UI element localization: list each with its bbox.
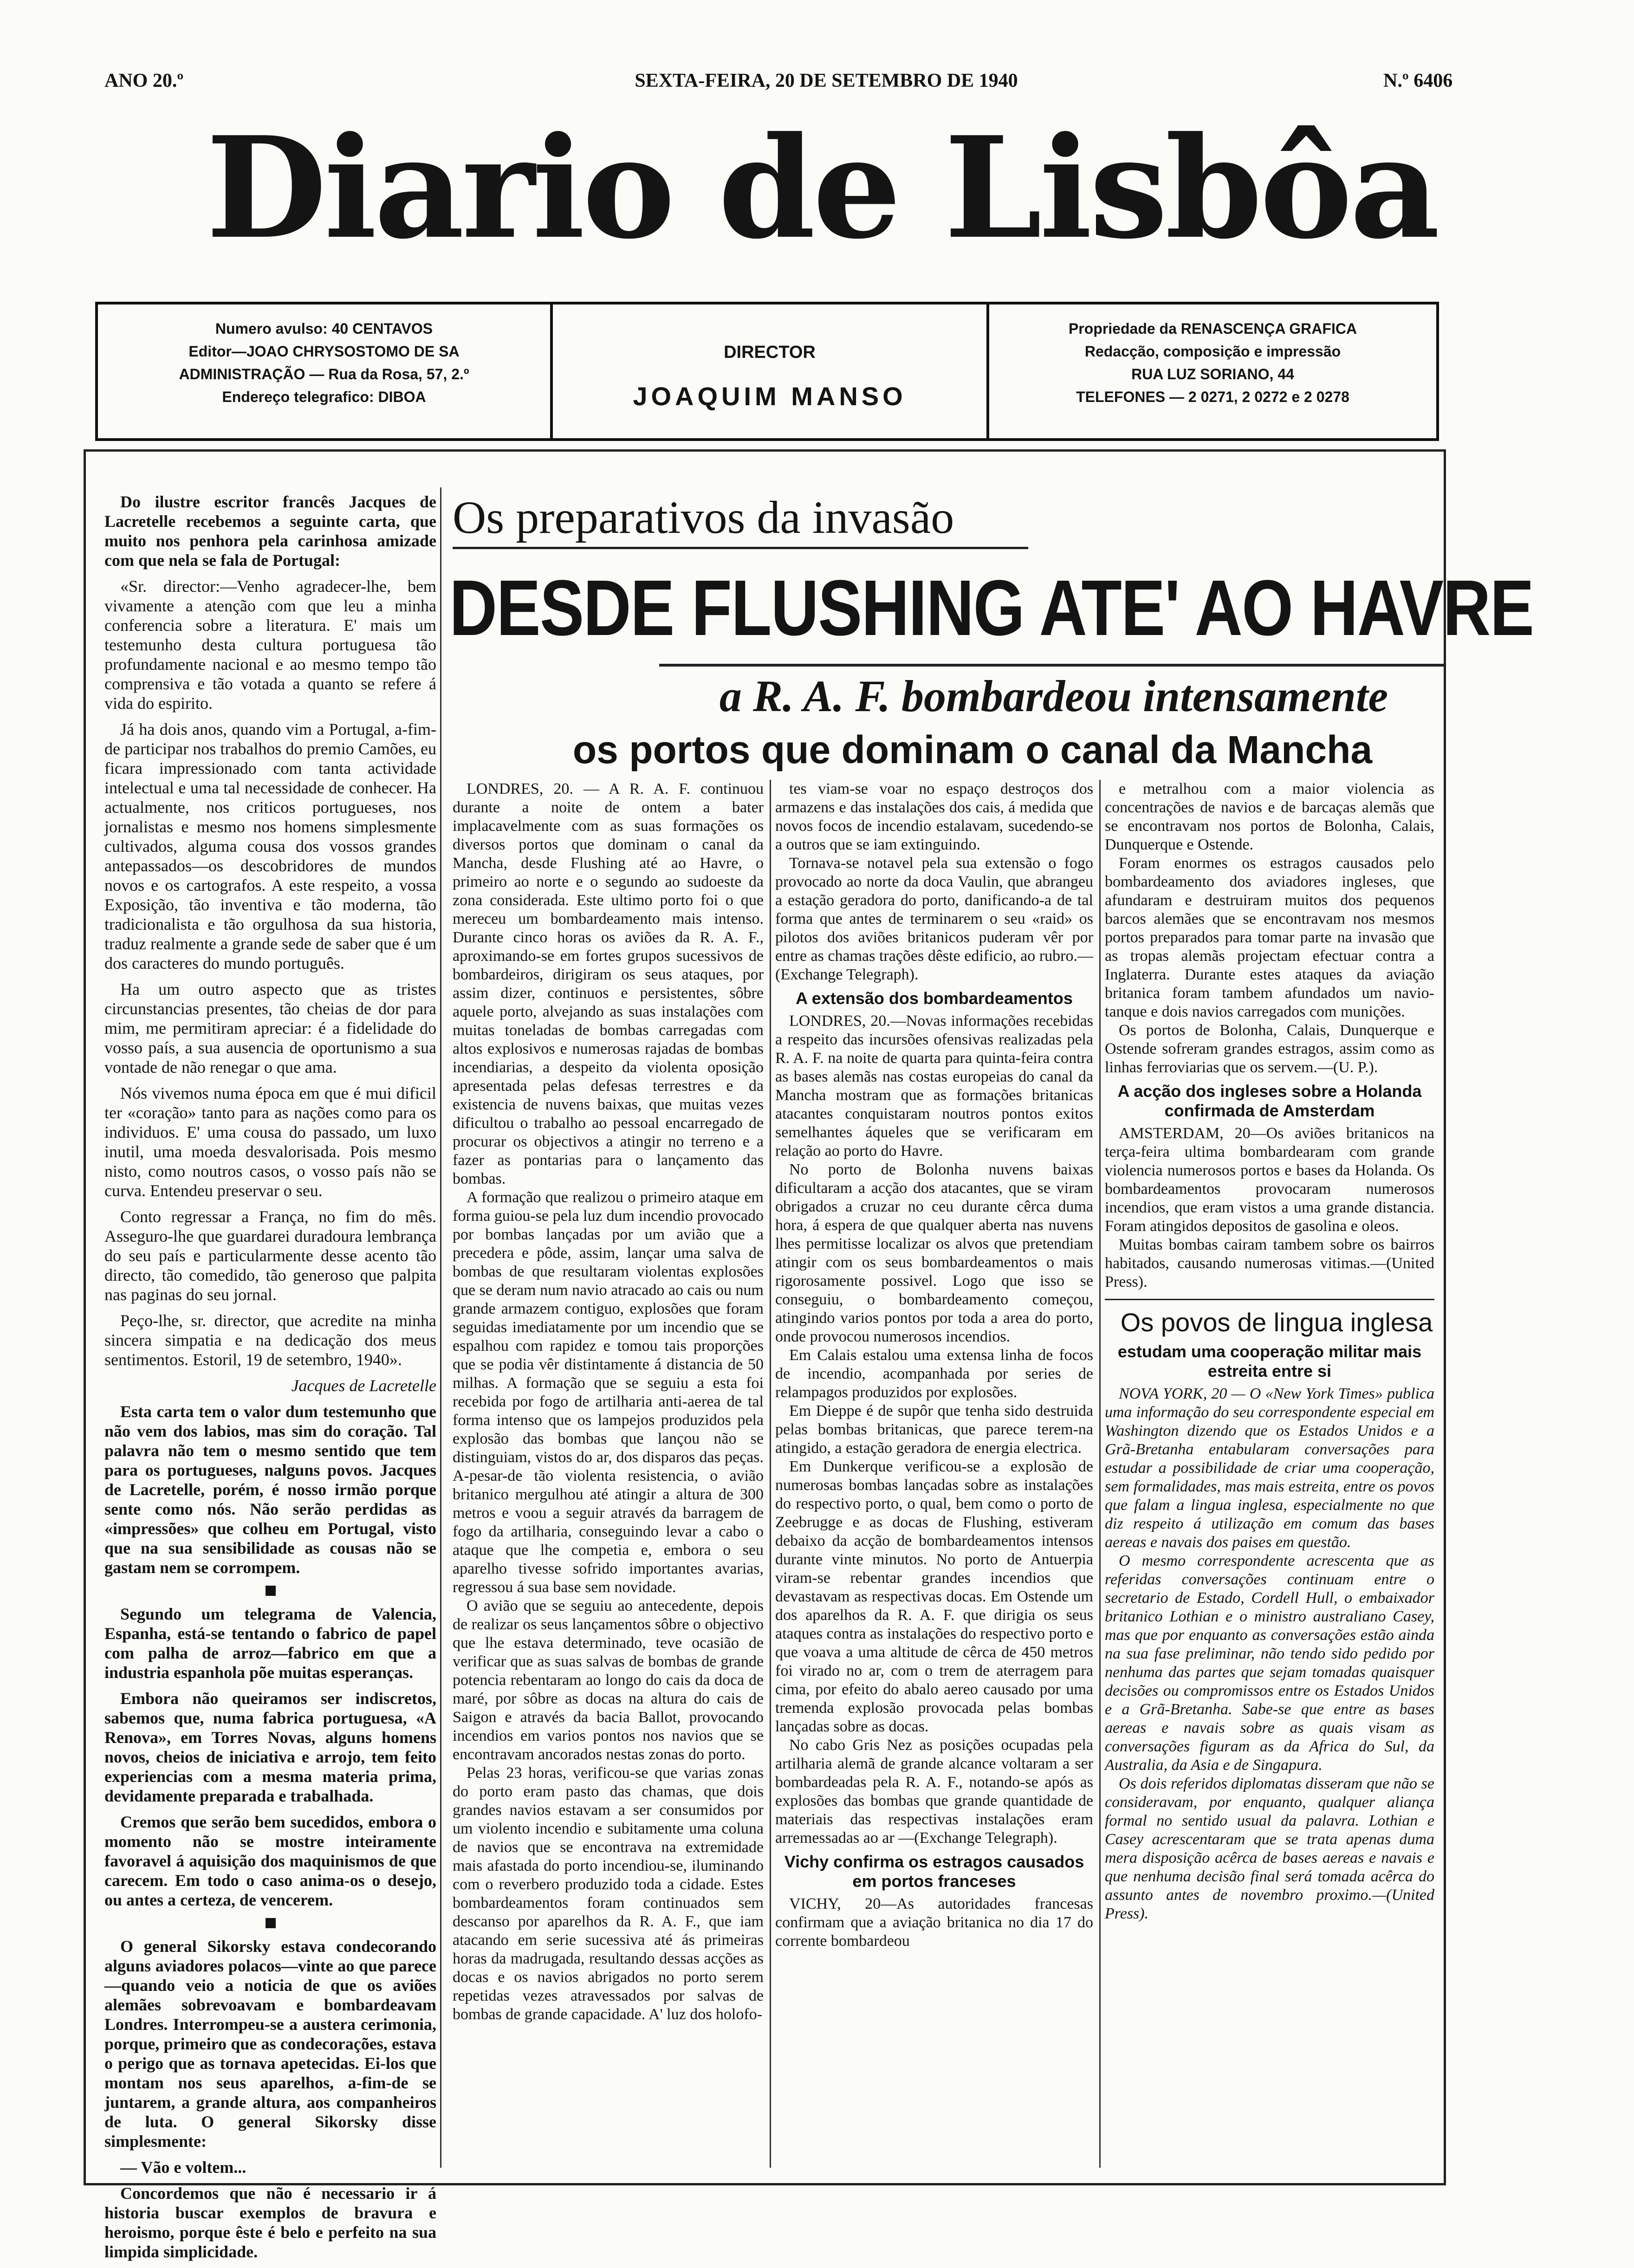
kicker-headline: Os preparativos da invasão [453,492,954,543]
info-director [553,305,989,438]
column-divider [1099,780,1101,2168]
info-left-line: Numero avulso: 40 CENTAVOS [215,320,433,337]
note-paragraph: Segundo um telegrama de Valencia, Espanha, está-se tentando o fabrico de papel com palha de arroz—fabrico em que a industria espanhola põe muitas esperanças. [104,1605,436,1682]
section-heading: Vichy confirma os estragos causados em portos franceses [784,1852,1084,1891]
column-divider [770,780,771,2168]
separator-square [266,1586,276,1596]
article-paragraph: Em Dunkerque verificou-se a explosão de numerosas bombas lançadas sobre as instalações do respectivo porto, o qual, bem como o porto de Zeebrugge e as docas de Flushing, estiveram debaixo da acção de bombardeamentos intensos durante vinte minutos. No porto de Antuerpia viram-se rebentar grandes incendios que devastavam as respectivas docas. Em Ostende um dos aparelhos da R. A. F. que dirigia os seus ataques contra as instalações do respectivo porto e que voava a uma altitude de cêrca de 450 metros foi virado no ar, com o trem de aterragem para cima, por efeito do abalo aereo causado por uma tremenda explosão provocada pelas bombas lançadas sobre as docas. [775,1458,1093,1735]
article-paragraph: Em Calais estalou uma extensa linha de focos de incendio, acompanhada por series de relampagos produzidos por explosões. [775,1347,1093,1401]
article-paragraph: AMSTERDAM, 20—Os aviões britanicos na terça-feira ultima bombardearam com grande violencia numerosos portos e bases da Holanda. Os bombardeamentos provocaram numerosos incendios, que eram vistos a uma grande distancia. Foram atingidos depositos de gasolina e oleos. [1105,1125,1434,1235]
section-subheading: estudam uma cooperação militar mais estreita entre si [1117,1342,1422,1380]
article-paragraph: O mesmo correspondente acrescenta que as referidas conversações continuam entre o secretario de Estado, Cordell Hull, o embaixador britanico Lothian e o ministro australiano Casey, mas que por enquanto as conversações estão ainda na sua fase preliminar, não tendo sido pedido por nenhuma das partes que sejam tomadas quaisquer decisões ou compromissos entre os Estados Unidos e a Grã-Bretanha. Sabe-se que entre as bases aereas e navais sobre as quais visam as conversações figuram as da Africa do Sul, da Australia, da Asia e de Singapura. [1105,1552,1434,1774]
article-paragraph: Os dois referidos diplomatas disseram que não se consideravam, por enquanto, qualquer aliança formal no sentido usual da palavra. Lothian e Casey acrescentaram que se trata apenas duma mera disposição acêrca de bases aereas e navais e que nenhuma decisão final será tomada acêrca do assunto antes de novembro proximo.—(United Press). [1105,1775,1434,1922]
article-paragraph: VICHY, 20—As autoridades francesas confirmam que a aviação britanica no dia 17 do corrente bombardeou [775,1895,1093,1950]
article-paragraph: Em Dieppe é de supôr que tenha sido destruida pelas bombas britanicas, que parece terem-na atingido, a estação geradora de energia electrica. [775,1402,1093,1457]
article-paragraph: e metralhou com a maior violencia as concentrações de navios e de barcaças alemãs que se encontravam nos portos de Bolonha, Calais, Dunquerque e Ostende. [1105,780,1434,853]
note-paragraph: Concordemos que não é necessario ir á historia buscar exemplos de bravura e heroismo, porque êste é belo e perfeito na sua limpida simplicidade. [104,2184,436,2261]
info-left-line: Editor—JOAO CHRYSOSTOMO DE SA [188,343,460,360]
column-divider [440,487,441,2168]
date-label: SEXTA-FEIRA, 20 DE SETEMBRO DE 1940 [635,70,1018,91]
subheadline-italic: a R. A. F. bombardeou intensamente [719,671,1388,721]
section-heading: A extensão dos bombardeamentos [796,989,1073,1008]
director-name: JOAQUIM MANSO [633,382,907,411]
article-paragraph: Pelas 23 horas, verificou-se que varias zonas do porto eram pasto das chamas, que dois grandes navios estavam a ser consumidos por um violento incendio e subitamente uma coluna de navios que se encontrava na extremidade mais afastada do porto incendiou-se, iluminando com o reverbero produzido toda a cidade. Estes bombardeamentos foram continuados sem descanso por aparelhos da R. A. F., que iam atacando em serie sucessiva até ás primeiras horas da madrugada, resultando dessas acções as docas e os navios abrigados no porto serem repetidas vezes atravessados por salvas de bombas de grande capacidade. A' luz dos holofo- [453,1764,764,2023]
letter-paragraph: «Sr. director:—Venho agradecer-lhe, bem vivamente a atenção com que leu a minha conferencia sobre a literatura. E' mais um testemunho desta cultura portuguesa tão profundamente nacional e ao mesmo tempo tão comprensiva e tão votada a quanto se refere á vida do espirito. [104,577,436,713]
letter-paragraph: Ha um outro aspecto que as tristes circunstancias presentes, tão cheias de dor para mim, me permitiram apreciar: é a fidelidade do vosso país, a sua ausencia de oportunismo a sua vontade de não renegar o que ama. [104,980,436,1076]
director-label: DIRECTOR [724,343,816,362]
headline-rule [659,664,1444,667]
article-paragraph: LONDRES, 20.—Novas informações recebidas a respeito das incursões ofensivas realizadas pela R. A. F. na noite de quarta para quinta-feira contra as bases alemãs nas costas europeias do canal da Mancha mostram que as formações britanicas atacantes conquistaram noutros pontos exitos semelhantes áqueles que se verificaram em relação ao porto do Havre. [775,1012,1093,1160]
separator-square [266,1918,276,1928]
note-paragraph: Embora não queiramos ser indiscretos, sabemos que, numa fabrica portuguesa, «A Renova», em Torres Novas, alguns homens novos, cheios de iniciativa e arrojo, tem feito experiencias com a mesma materia prima, devidamente preparada e trabalhada. [104,1689,436,1805]
section-rule [1105,1299,1434,1300]
letter-intro: Do ilustre escritor francês Jacques de Lacretelle recebemos a seguinte carta, que muito nos penhora pela carinhosa amizade com que nela se fala de Portugal: [104,492,436,570]
article-paragraph: Tornava-se notavel pela sua extensão o fogo provocado ao norte da doca Vaulin, que abrangeu a estação geradora do porto, danificando-a de tal forma que antes de terminarem o seu «raid» os pilotos dos aviões britanicos puderam vêr por entre as chamas trações dêste edificio, ao rubro.—(Exchange Telegraph). [775,855,1093,983]
info-right-line: Propriedade da RENASCENÇA GRAFICA [1068,320,1357,337]
article-paragraph: O avião que se seguiu ao antecedente, depois de realizar os seus lançamentos sôbre o objectivo que lhe estava determinado, teve ocasião de verificar que as suas salvas de bombas de grande potencia rebentaram ao longo do cais da doca de maré, por sôbre as docas na altura do cais de Saigon e através da bacia Ballot, provocando incendios em varios pontos nos navios que se encontravam ancorados nestas zonas do porto. [453,1597,764,1763]
info-box [95,302,1439,441]
year-label: ANO 20.º [104,70,184,91]
kicker-rule [453,547,1028,549]
editorial-column [104,492,436,2268]
section-headline: Os povos de lingua inglesa [1120,1308,1433,1337]
note-paragraph: O general Sikorsky estava condecorando alguns aviadores polacos—vinte ao que parece—quando veio a noticia de que os aviões alemães sobrevoavam e bombardeavam Londres. Interrompeu-se a austera cerimonia, porque, primeiro que as condecorações, estava o perigo que as tornava apetecidas. Ei-los que montam nos seus aparelhos, a-fim-de se juntarem, a grande altura, aos companheiros de luta. O general Sikorsky disse simplesmente: [104,1937,436,2151]
article-paragraph: NOVA YORK, 20 — O «New York Times» publica uma informação do seu correspondente especial em Washington dizendo que os Estados Unidos e a Grã-Bretanha entabularam conversações para estudar a possibilidade de criar uma cooperação, sem formalidades, mas mais estreita, entre os povos que falam a lingua inglesa, especialmente no que diz respeito á utilização em comum das bases aereas e navais dos paises em questão. [1105,1385,1434,1551]
article-column-3 [1105,780,1434,1923]
article-column-2 [775,780,1093,1950]
article-paragraph: A formação que realizou o primeiro ataque em forma guiou-se pela luz dum incendio provocado por bombas lançadas por um avião que a precedera e pôde, assim, lançar uma salva de bombas de que resultaram violentas explosões que se deram num navio atracado ao cais ou num grande armazem contiguo, explosões que foram seguidas imediatamente por um incendio que se espalhou com rapidez e tomou tais proporções que se podia vêr distintamente á distancia de 50 milhas. A formação que se seguiu a esta foi recebida por fogo de artilharia anti-aerea de tal forma intenso que os lampejos produzidos pela explosão das bombas que lançou não se distinguiam, vistos do ar, dos disparos das peças. A-pesar-de tão violenta resistencia, o avião britanico mergulhou até atingir a altura de 300 metros e voou a seguir através da barragem de fogo da artilharia, conseguindo levar a cabo o ataque que lhe competia e, embora o seu aparelho tivesse sofrido importantes avarias, regressou á sua base sem novidade. [453,1189,764,1596]
masthead-title: Diario de Lisbôa [206,106,1438,270]
article-paragraph: Muitas bombas cairam tambem sobre os bairros habitados, causando numerosas vitimas.—(United Press). [1105,1236,1434,1290]
main-headline: DESDE FLUSHING ATE' AO HAVRE [449,564,1534,652]
letter-paragraph: Conto regressar a França, no fim do mês. Asseguro-lhe que guardarei duradoura lembrança do seu país e particularmente desse acento tão directo, tão comedido, tão generoso que palpita nas paginas do seu jornal. [104,1207,436,1304]
subheadline-bold: os portos que dominam o canal da Mancha [572,728,1373,771]
article-paragraph: Foram enormes os estragos causados pelo bombardeamento dos aviadores ingleses, que afundaram e destruiram muitos dos pequenos barcos alemães que se encontravam nos mesmos portos preparados para tomar parte na invasão que as tropas alemãs projectam efectuar contra a Inglaterra. Durante estes ataques da aviação britanica foram tambem afundados um navio-tanque e dois navios carregados com munições. [1105,855,1434,1020]
article-paragraph: tes viam-se voar no espaço destroços dos armazens e das instalações dos cais, á medida que novos focos de incendio estalavam, sucedendo-se a outros que se iam extinguindo. [775,780,1093,853]
info-left [98,305,553,438]
article-paragraph: LONDRES, 20. — A R. A. F. continuou durante a noite de ontem a bater implacavelmente com as suas formações os diversos portos que dominam o canal da Mancha, desde Flushing até ao Havre, o primeiro ao norte e o segundo ao sudoeste da zona considerada. Este ultimo porto foi o que mereceu um bombardeamento mais intenso. Durante cinco horas os aviões da R. A. F., aproximando-se em fortes grupos sucessivos de bombardeiros, dirigiram os seus ataques, por assim dizer, continuos e persistentes, sôbre aquele porto, alvejando as suas instalações com muitas toneladas de bombas carregadas com altos explosivos e numerosas rajadas de bombas incendiarias, a despeito da violenta oposição apresentada pelas defesas terrestres e da existencia de nuvens baixas, que muitas vezes dificultou o trabalho ao pessoal encarregado de procurar os objectivos a atingir no terreno e a fazer as pontarias para o lançamento das bombas. [453,780,764,1187]
letter-paragraph: Peço-lhe, sr. director, que acredite na minha sincera simpatia e na dedicação dos meus sentimentos. Estoril, 19 de setembro, 1940». [104,1311,436,1369]
letter-signature: Jacques de Lacretelle [291,1376,436,1395]
letter-paragraph: Já ha dois anos, quando vim a Portugal, a-fim-de participar nos trabalhos do premio Camões, eu ficara impressionado com tanta actividade intelectual e uma tal necessidade de conhecer. Ha actualmente, nos criticos portugueses, nos jornalistas e mesmo nos homens simplesmente cultivados, alguma cousa dos vossos grandes antepassados—os descobridores de mundos novos e os cartografos. A este respeito, a vossa Exposição, tão inventiva e tão moderna, tão tradicionalista e tão orgulhosa da sua historia, traduz realmente a grande sede de saber que é um dos caracteres do mundo português. [104,720,436,972]
note-paragraph: — Vão e voltem... [120,2158,246,2177]
info-right [989,305,1436,438]
article-paragraph: Os portos de Bolonha, Calais, Dunquerque e Ostende sofreram grandes estragos, assim como as linhas ferroviarias que os servem.—(U. P.). [1105,1022,1434,1076]
info-right-line: Redacção, composição e impressão [1084,343,1341,360]
note-paragraph: Esta carta tem o valor dum testemunho que não vem dos labios, mas sim do coração. Tal palavra não tem o mesmo sentido que tem para os portugueses, nalguns povos. Jacques de Lacretelle, porém, é nosso irmão porque sente como nós. Não serão perdidas as «impressões» que colheu em Portugal, visto que na sua sensibilidade as cousas não se gastam nem se corrompem. [104,1402,436,1577]
note-paragraph: Cremos que serão bem sucedidos, embora o momento não se mostre inteiramente favoravel á aquisição dos maquinismos de que carecem. Em todo o caso anima-os o desejo, ou antes a certeza, de vencerem. [104,1813,436,1909]
info-right-line: TELEFONES — 2 0271, 2 0272 e 2 0278 [1076,389,1349,405]
issue-number: N.º 6406 [1383,70,1453,91]
article-paragraph: No cabo Gris Nez as posições ocupadas pela artilharia alemã de grande alcance voltaram a ser bombardeadas pela R. A. F., notando-se após as explosões das bombas que grande quantidade de materiais das respectivas instalações eram arremessadas ao ar —(Exchange Telegraph). [775,1737,1093,1847]
info-left-line: ADMINISTRAÇÃO — Rua da Rosa, 57, 2.º [179,366,469,382]
info-right-line: RUA LUZ SORIANO, 44 [1131,366,1294,382]
info-left-line: Endereço telegrafico: DIBOA [222,389,426,405]
letter-paragraph: Nós vivemos numa época em que é mui dificil ter «coração» tanto para as nações como para os individuos. E' uma cousa do passado, um luxo inutil, uma moeda desvalorisada. Pois mesmo nisto, como noutros casos, o vosso país não se curva. Entendeu preservar o seu. [104,1084,436,1200]
article-paragraph: No porto de Bolonha nuvens baixas dificultaram a acção dos atacantes, que se viram obrigados a cruzar no ceu durante cêrca duma hora, á espera de que qualquer aberta nas nuvens lhes permitisse localizar os alvos que pretendiam atingir com os seus bombardeamentos o mais rigorosamente possivel. Logo que isso se conseguiu, o bombardeamento começou, atingindo varios pontos por toda a area do porto, onde provocou numerosos incendios. [775,1161,1093,1345]
section-heading: A acção dos ingleses sobre a Holanda confirmada de Amsterdam [1117,1082,1422,1120]
article-column-1 [453,780,764,2024]
